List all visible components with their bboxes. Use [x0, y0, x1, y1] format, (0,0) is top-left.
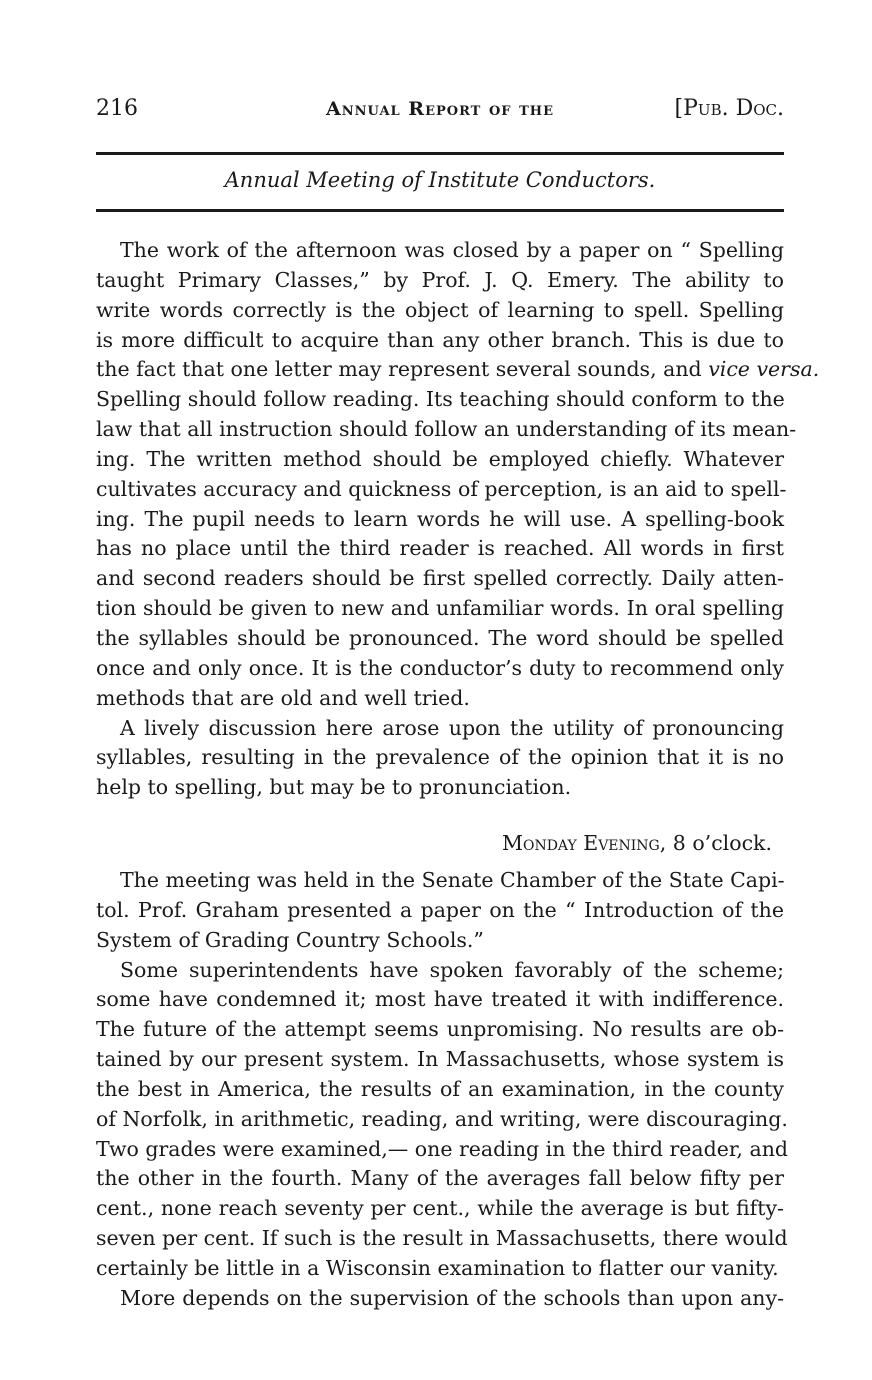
running-title: Annual Report of the	[326, 98, 554, 120]
text-line: of Norfolk, in arithmetic, reading, and writing, were discouraging.	[96, 1106, 788, 1131]
paragraph	[96, 866, 784, 956]
text-line: ing. The pupil needs to learn words he will use. A spelling-book	[96, 506, 784, 531]
text-line: the best in America, the results of an examination, in the county	[96, 1076, 784, 1101]
text-line: More depends on the supervision of the schools than upon any-	[120, 1285, 784, 1310]
text-line: and second readers should be first spelled correctly. Daily atten-	[96, 566, 784, 591]
text-line: tained by our present system. In Massachusetts, whose system is	[96, 1047, 784, 1072]
text-line: the other in the fourth. Many of the averages fall below fifty per	[96, 1166, 784, 1191]
text-line: taught Primary Classes,” by Prof. J. Q. Emery. The ability to	[96, 267, 784, 292]
section-heading: Annual Meeting of Institute Conductors.	[224, 168, 656, 192]
text-line: the fact that one letter may represent several sounds, and vice versa.	[96, 357, 820, 382]
paragraph	[96, 1284, 784, 1314]
text-line: some have condemned it; most have treated it with indifference.	[96, 987, 784, 1012]
dateline	[96, 828, 772, 858]
document-reference: [Pub. Doc.	[674, 96, 784, 121]
text-line: cent., none reach seventy per cent., while the average is but fifty-	[96, 1196, 784, 1221]
text-line: methods that are old and well tried.	[96, 685, 470, 710]
text-line: syllables, resulting in the prevalence of the opinion that it is no	[96, 745, 784, 770]
text-line: Two grades were examined,— one reading in the third reader, and	[96, 1136, 789, 1161]
paragraph	[96, 236, 820, 714]
text-line: tol. Prof. Graham presented a paper on the “ Introduction of the	[96, 897, 784, 922]
text-line: law that all instruction should follow an understanding of its mean-	[96, 417, 797, 442]
top-rule	[96, 152, 784, 155]
text-line: System of Grading Country Schools.”	[96, 927, 484, 952]
text-line: A lively discussion here arose upon the utility of pronouncing	[120, 715, 784, 740]
text-line: is more difficult to acquire than any other branch. This is due to	[96, 327, 784, 352]
text-line: ing. The written method should be employed chiefly. Whatever	[96, 446, 784, 471]
text-block-evening	[96, 866, 789, 1314]
text-line: Spelling should follow reading. Its teaching should conform to the	[96, 387, 785, 412]
dateline-day: Monday Evening,	[501, 831, 667, 855]
paragraph	[96, 956, 789, 1284]
text-line: The future of the attempt seems unpromising. No results are ob-	[96, 1017, 784, 1042]
text-line: has no place until the third reader is reached. All words in first	[96, 536, 784, 561]
page-number: 216	[96, 96, 138, 121]
text-line: write words correctly is the object of learning to spell. Spelling	[96, 297, 784, 322]
dateline-time: 8 o’clock.	[666, 831, 772, 855]
text-line: certainly be little in a Wisconsin examination to flatter our vanity.	[96, 1255, 779, 1280]
running-head	[96, 96, 784, 128]
text-line: The work of the afternoon was closed by a paper on “ Spelling	[120, 238, 784, 262]
text-line: tion should be given to new and unfamiliar words. In oral spelling	[96, 596, 784, 621]
text-line: the syllables should be pronounced. The word should be spelled	[96, 625, 784, 650]
text-line: once and only once. It is the conductor’s duty to recommend only	[96, 655, 784, 680]
text-line: cultivates accuracy and quickness of perception, is an aid to spell-	[96, 476, 787, 501]
text-block-afternoon	[96, 236, 820, 803]
paragraph	[96, 714, 784, 804]
text-line: The meeting was held in the Senate Chamber of the State Capi-	[120, 868, 785, 892]
text-line: Some superintendents have spoken favorably of the scheme;	[120, 957, 784, 982]
bottom-rule	[96, 209, 784, 212]
text-line: seven per cent. If such is the result in Massachusetts, there would	[96, 1226, 788, 1251]
text-line: help to spelling, but may be to pronunciation.	[96, 775, 572, 800]
